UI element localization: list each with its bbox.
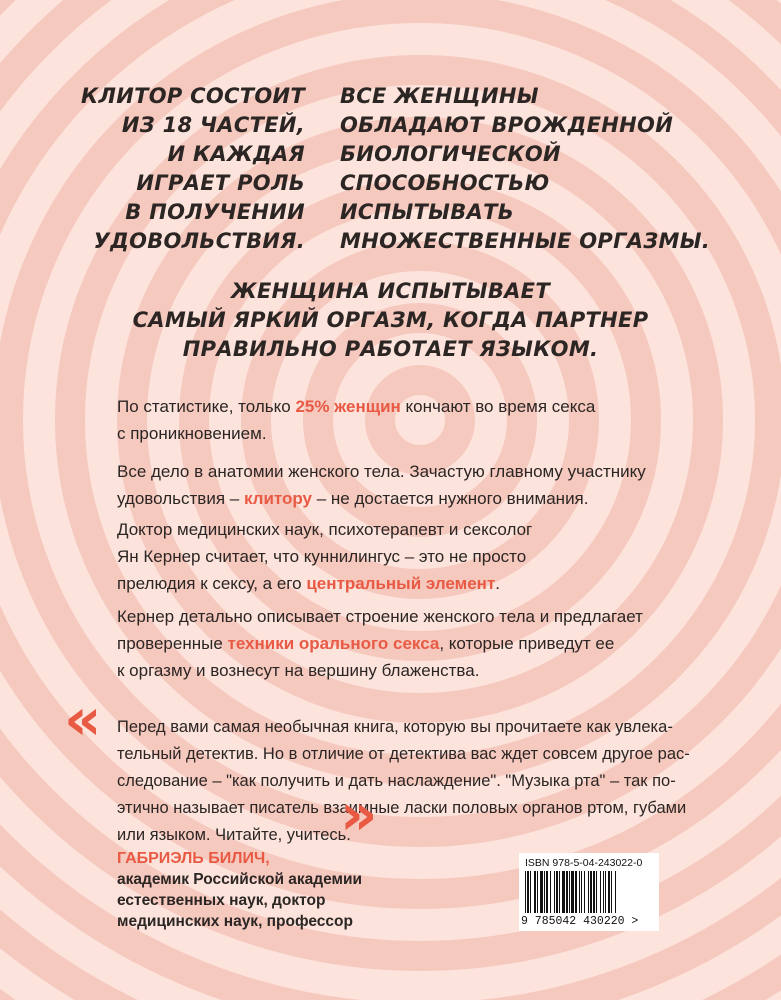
barcode-bar (550, 871, 551, 913)
headline-line: УДОВОЛЬСТВИЯ. (93, 229, 305, 253)
barcode-bar (571, 871, 574, 913)
barcode-bar (527, 871, 529, 913)
paragraph-text: Кернер детально описывает строение женского тела и предлагает (117, 607, 643, 626)
barcode-bar (596, 871, 597, 913)
headline-line: ЖЕНЩИНА ИСПЫТЫВАЕТ (231, 279, 550, 303)
paragraph-text: к оргазму и вознесут на вершину блаженства. (117, 661, 480, 680)
paragraph-text: проверенные (117, 634, 228, 653)
barcode-bar (566, 871, 568, 913)
barcode-bar (530, 871, 531, 913)
isbn-barcode (519, 853, 659, 931)
headline-left-column (60, 82, 305, 256)
headline-right-column (340, 82, 711, 256)
barcode-bar (546, 871, 548, 913)
barcode-bar (579, 871, 580, 913)
quote-close-icon: » (340, 780, 378, 848)
quote-line: следование – "как получить и дать наслаждение". "Музыка рта" – так по- (117, 772, 676, 790)
quote-line: тельный детектив. Но в отличие от детектива вас ждет совсем другое рас- (117, 745, 690, 763)
paragraph-statistics (117, 393, 697, 447)
barcode-bar (588, 871, 589, 913)
headline-line: ВСЕ ЖЕНЩИНЫ (340, 84, 539, 108)
paragraph-techniques (117, 603, 697, 684)
quote-open-icon: « (64, 685, 102, 753)
headline-line: СПОСОБНОСТЬЮ (340, 171, 550, 195)
barcode-bar (534, 871, 536, 913)
barcode-bar (600, 871, 601, 913)
barcode-bar (554, 871, 555, 913)
barcode-bar (593, 871, 595, 913)
barcode-bar (584, 871, 585, 913)
barcode-bars-icon (525, 871, 653, 913)
paragraph-text: – не достается нужного внимания. (312, 489, 589, 508)
paragraph-text: , которые приведут ее (439, 634, 615, 653)
headline-line: ПРАВИЛЬНО РАБОТАЕТ ЯЗЫКОМ. (182, 337, 599, 361)
paragraph-anatomy (117, 458, 697, 512)
paragraph-text: Все дело в анатомии женского тела. Зачастую главному участнику (117, 462, 646, 481)
headline-line: ОБЛАДАЮТ ВРОЖДЕННОЙ (340, 113, 674, 137)
quote-line: или языком. Читайте, учитесь. (117, 826, 351, 844)
barcode-bar (559, 871, 560, 913)
barcode-bar (605, 871, 606, 913)
headline-line: БИОЛОГИЧЕСКОЙ (340, 142, 561, 166)
highlight-text: 25% женщин (295, 397, 401, 416)
quote-line: Перед вами самая необычная книга, которую вы прочитаете как увлека- (117, 718, 673, 736)
headline-line: ИСПЫТЫВАТЬ (340, 200, 514, 224)
isbn-label: ISBN 978-5-04-243022-0 (525, 857, 643, 869)
barcode-bar (615, 871, 616, 913)
headline-line: ИЗ 18 ЧАСТЕЙ, (121, 113, 305, 137)
paragraph-text: с проникновением. (117, 424, 267, 443)
headline-line: И КАЖДАЯ (167, 142, 305, 166)
barcode-bar (562, 871, 565, 913)
paragraph-text: По статистике, только (117, 397, 296, 416)
headline-line: МНОЖЕСТВЕННЫЕ ОРГАЗМЫ. (340, 229, 711, 253)
author-name: ГАБРИЭЛЬ БИЛИЧ, (117, 850, 270, 867)
barcode-bar (544, 871, 545, 913)
paragraph-text: кончают во время секса (400, 397, 596, 416)
highlight-text: техники орального секса (227, 634, 440, 653)
headline-line: САМЫЙ ЯРКИЙ ОРГАЗМ, КОГДА ПАРТНЕР (132, 308, 649, 332)
testimonial-quote (117, 714, 707, 849)
paragraph-text: прелюдия к сексу, а его (117, 574, 307, 593)
barcode-bar (608, 871, 610, 913)
paragraph-text: Ян Кернер считает, что куннилингус – это не просто (117, 547, 527, 566)
barcode-bar (590, 871, 592, 913)
paragraph-text: удовольствия – (117, 489, 244, 508)
barcode-bar (540, 871, 543, 913)
quote-author (117, 848, 417, 932)
highlight-text: центральный элемент (306, 574, 496, 593)
quote-line: этично называет писатель взаимные ласки половых органов ртом, губами (117, 799, 687, 817)
paragraph-text: Доктор медицинских наук, психотерапевт и сексолог (117, 520, 533, 539)
paragraph-author-opinion (117, 516, 697, 597)
headline-center-claim (0, 277, 781, 364)
barcode-bar (575, 871, 577, 913)
highlight-text: клитору (243, 489, 313, 508)
barcode-bar (556, 871, 558, 913)
author-title-line: медицинских наук, профессор (117, 913, 353, 930)
headline-line: ИГРАЕТ РОЛЬ (136, 171, 305, 195)
author-title-line: естественных наук, доктор (117, 892, 326, 909)
paragraph-text: . (495, 574, 501, 593)
barcode-bar (611, 871, 612, 913)
barcode-bar (569, 871, 570, 913)
headline-line: В ПОЛУЧЕНИИ (125, 200, 305, 224)
author-title-line: академик Российской академии (117, 871, 363, 888)
barcode-bar (525, 871, 526, 913)
headline-line: КЛИТОР СОСТОИТ (80, 84, 305, 108)
barcode-bar (581, 871, 582, 913)
barcode-bar (603, 871, 604, 913)
barcode-digits: 9 785042 430220 > (521, 915, 639, 928)
barcode-bar (537, 871, 538, 913)
